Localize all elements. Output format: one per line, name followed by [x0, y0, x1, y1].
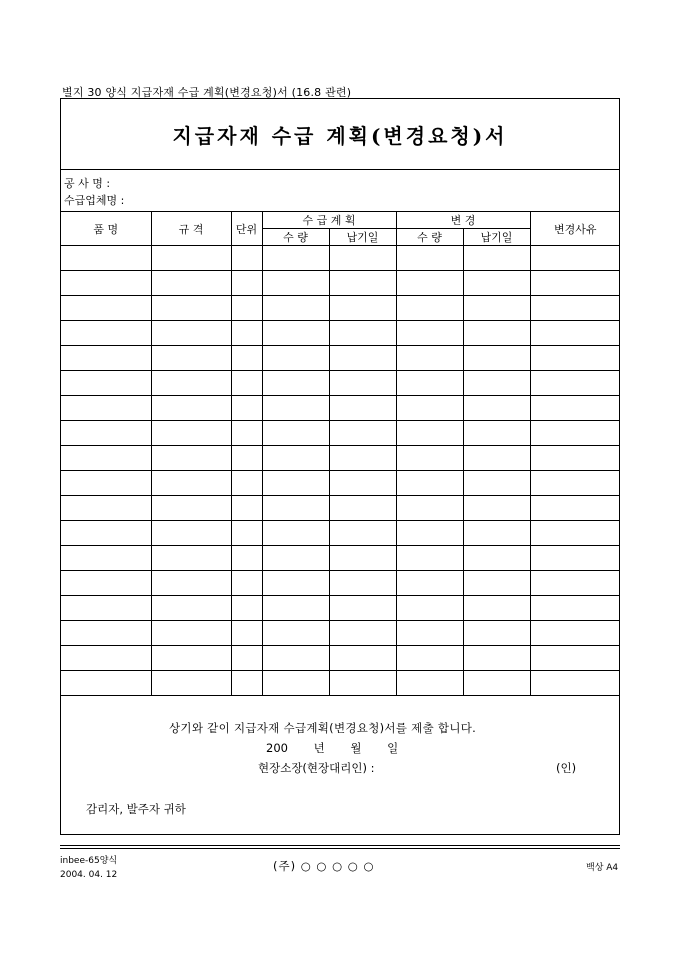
table-cell[interactable] [231, 471, 262, 496]
table-cell[interactable] [530, 596, 620, 621]
table-cell[interactable] [61, 346, 151, 371]
table-cell[interactable] [463, 346, 530, 371]
header-change: 변 경 [396, 212, 530, 229]
company-name: (주) ○ ○ ○ ○ ○ [273, 859, 375, 873]
table-cell[interactable] [61, 296, 151, 321]
table-cell[interactable] [151, 596, 231, 621]
table-cell[interactable] [151, 471, 231, 496]
table-cell[interactable] [463, 596, 530, 621]
paper-spec: 백상 A4 [586, 863, 619, 873]
footer-divider [60, 848, 620, 849]
table-cell[interactable] [530, 396, 620, 421]
table-cell[interactable] [231, 446, 262, 471]
form-caption: 별지 30 양식 지급자재 수급 계획(변경요청)서 (16.8 관련) [62, 86, 352, 99]
table-cell[interactable] [151, 546, 231, 571]
table-cell[interactable] [329, 621, 396, 646]
table-cell[interactable] [231, 371, 262, 396]
table-cell[interactable] [396, 396, 463, 421]
table-cell[interactable] [396, 321, 463, 346]
table-row [61, 546, 620, 571]
form-code: inbee-65양식 [60, 856, 118, 866]
table-row [61, 271, 620, 296]
table-cell[interactable] [463, 321, 530, 346]
table-cell[interactable] [329, 671, 396, 696]
table-row [61, 346, 620, 371]
table-cell[interactable] [262, 521, 329, 546]
table-cell[interactable] [61, 371, 151, 396]
table-cell[interactable] [329, 571, 396, 596]
header-unit: 단위 [231, 212, 262, 246]
table-row [61, 521, 620, 546]
table-cell[interactable] [231, 421, 262, 446]
table-cell[interactable] [151, 621, 231, 646]
table-cell[interactable] [530, 446, 620, 471]
table-cell[interactable] [530, 346, 620, 371]
table-cell[interactable] [530, 496, 620, 521]
table-row [61, 646, 620, 671]
table-row [61, 396, 620, 421]
table-cell[interactable] [463, 296, 530, 321]
table-cell[interactable] [396, 646, 463, 671]
table-cell[interactable] [530, 371, 620, 396]
table-cell[interactable] [231, 596, 262, 621]
table-cell[interactable] [329, 396, 396, 421]
table-cell[interactable] [530, 621, 620, 646]
table-cell[interactable] [262, 596, 329, 621]
submission-date: 200 년 월 일 [266, 741, 399, 755]
table-cell[interactable] [329, 521, 396, 546]
table-cell[interactable] [329, 246, 396, 271]
table-cell[interactable] [231, 646, 262, 671]
table-cell[interactable] [151, 521, 231, 546]
table-cell[interactable] [151, 396, 231, 421]
table-cell[interactable] [61, 496, 151, 521]
table-cell[interactable] [151, 496, 231, 521]
table-cell[interactable] [151, 346, 231, 371]
table-row [61, 496, 620, 521]
table-cell[interactable] [262, 371, 329, 396]
table-cell[interactable] [262, 446, 329, 471]
table-cell[interactable] [329, 446, 396, 471]
table-cell[interactable] [262, 346, 329, 371]
document-title: 지급자재 수급 계획(변경요청)서 [61, 99, 619, 170]
table-cell[interactable] [396, 446, 463, 471]
table-cell[interactable] [262, 321, 329, 346]
header-supply-plan: 수 급 계 획 [262, 212, 396, 229]
table-cell[interactable] [231, 271, 262, 296]
table-cell[interactable] [396, 371, 463, 396]
table-cell[interactable] [530, 646, 620, 671]
project-name-label: 공 사 명 : [64, 177, 111, 190]
table-cell[interactable] [61, 546, 151, 571]
header-plan-quantity: 수 량 [262, 229, 329, 246]
table-cell[interactable] [61, 571, 151, 596]
table-cell[interactable] [151, 321, 231, 346]
table-row [61, 421, 620, 446]
table-cell[interactable] [396, 596, 463, 621]
table-cell[interactable] [396, 521, 463, 546]
table-cell[interactable] [463, 471, 530, 496]
table-cell[interactable] [61, 646, 151, 671]
table-cell[interactable] [530, 471, 620, 496]
table-cell[interactable] [151, 446, 231, 471]
table-cell[interactable] [463, 546, 530, 571]
table-cell[interactable] [329, 296, 396, 321]
table-cell[interactable] [231, 571, 262, 596]
table-row [61, 596, 620, 621]
table-cell[interactable] [396, 671, 463, 696]
table-row [61, 471, 620, 496]
table-cell[interactable] [463, 271, 530, 296]
table-cell[interactable] [262, 296, 329, 321]
table-cell[interactable] [151, 296, 231, 321]
table-cell[interactable] [463, 621, 530, 646]
table-cell[interactable] [151, 671, 231, 696]
form-frame [60, 98, 620, 835]
table-cell[interactable] [530, 296, 620, 321]
supply-plan-table [61, 211, 620, 696]
table-cell[interactable] [231, 396, 262, 421]
table-cell[interactable] [61, 521, 151, 546]
header-spec: 규 격 [151, 212, 231, 246]
table-row [61, 296, 620, 321]
table-cell[interactable] [231, 246, 262, 271]
table-cell[interactable] [530, 321, 620, 346]
table-cell[interactable] [61, 596, 151, 621]
table-cell[interactable] [262, 496, 329, 521]
table-cell[interactable] [262, 421, 329, 446]
table-cell[interactable] [329, 496, 396, 521]
table-cell[interactable] [61, 471, 151, 496]
table-cell[interactable] [396, 471, 463, 496]
table-cell[interactable] [231, 496, 262, 521]
header-change-quantity: 수 량 [396, 229, 463, 246]
table-row [61, 321, 620, 346]
table-cell[interactable] [530, 521, 620, 546]
table-cell[interactable] [151, 421, 231, 446]
footer-divider [60, 845, 620, 846]
header-change-reason: 변경사유 [530, 212, 620, 246]
table-cell[interactable] [463, 421, 530, 446]
table-cell[interactable] [262, 646, 329, 671]
table-row [61, 671, 620, 696]
supplier-name-label: 수급업체명 : [64, 194, 125, 207]
table-cell[interactable] [329, 371, 396, 396]
table-cell[interactable] [151, 571, 231, 596]
table-cell[interactable] [463, 396, 530, 421]
table-cell[interactable] [396, 571, 463, 596]
site-manager-label: 현장소장(현장대리인) : [258, 761, 375, 775]
table-cell[interactable] [329, 321, 396, 346]
table-cell[interactable] [262, 571, 329, 596]
table-cell[interactable] [151, 271, 231, 296]
table-cell[interactable] [329, 421, 396, 446]
header-change-delivery-date: 납기일 [463, 229, 530, 246]
submission-section [61, 699, 619, 836]
table-cell[interactable] [463, 571, 530, 596]
table-cell[interactable] [396, 496, 463, 521]
table-cell[interactable] [231, 671, 262, 696]
table-cell[interactable] [262, 546, 329, 571]
table-cell[interactable] [463, 671, 530, 696]
table-row [61, 621, 620, 646]
table-cell[interactable] [329, 596, 396, 621]
table-cell[interactable] [463, 371, 530, 396]
table-cell[interactable] [262, 621, 329, 646]
table-cell[interactable] [61, 321, 151, 346]
form-revision-date: 2004. 04. 12 [60, 870, 118, 880]
table-cell[interactable] [396, 246, 463, 271]
table-cell[interactable] [61, 421, 151, 446]
table-cell[interactable] [329, 471, 396, 496]
table-cell[interactable] [530, 671, 620, 696]
table-cell[interactable] [262, 271, 329, 296]
table-body [61, 246, 620, 696]
table-cell[interactable] [231, 321, 262, 346]
table-row [61, 446, 620, 471]
table-cell[interactable] [61, 446, 151, 471]
info-section [61, 169, 619, 211]
addressee: 감리자, 발주자 귀하 [86, 802, 186, 816]
table-cell[interactable] [329, 546, 396, 571]
table-cell[interactable] [61, 271, 151, 296]
table-cell[interactable] [231, 546, 262, 571]
table-cell[interactable] [530, 571, 620, 596]
table-cell[interactable] [396, 346, 463, 371]
table-cell[interactable] [262, 246, 329, 271]
table-cell[interactable] [463, 496, 530, 521]
table-cell[interactable] [61, 396, 151, 421]
table-cell[interactable] [231, 296, 262, 321]
table-cell[interactable] [396, 296, 463, 321]
table-cell[interactable] [151, 246, 231, 271]
table-cell[interactable] [463, 246, 530, 271]
table-cell[interactable] [463, 521, 530, 546]
table-cell[interactable] [329, 346, 396, 371]
seal-mark: (인) [556, 761, 577, 775]
table-cell[interactable] [396, 621, 463, 646]
table-header-row-1 [61, 212, 620, 229]
table-cell[interactable] [231, 621, 262, 646]
table-cell[interactable] [151, 646, 231, 671]
table-cell[interactable] [530, 421, 620, 446]
table-cell[interactable] [262, 396, 329, 421]
table-cell[interactable] [231, 521, 262, 546]
table-row [61, 246, 620, 271]
header-plan-delivery-date: 납기일 [329, 229, 396, 246]
table-cell[interactable] [231, 346, 262, 371]
table-cell[interactable] [61, 621, 151, 646]
header-item-name: 품 명 [61, 212, 151, 246]
table-cell[interactable] [262, 471, 329, 496]
table-cell[interactable] [530, 271, 620, 296]
table-cell[interactable] [463, 646, 530, 671]
table-cell[interactable] [329, 646, 396, 671]
table-cell[interactable] [151, 371, 231, 396]
table-cell[interactable] [61, 671, 151, 696]
table-cell[interactable] [396, 546, 463, 571]
table-cell[interactable] [329, 271, 396, 296]
submission-statement: 상기와 같이 지급자재 수급계획(변경요청)서를 제출 합니다. [169, 721, 477, 735]
table-cell[interactable] [396, 271, 463, 296]
table-cell[interactable] [262, 671, 329, 696]
table-cell[interactable] [530, 246, 620, 271]
table-cell[interactable] [463, 446, 530, 471]
table-cell[interactable] [396, 421, 463, 446]
table-row [61, 371, 620, 396]
table-cell[interactable] [61, 246, 151, 271]
table-row [61, 571, 620, 596]
table-cell[interactable] [530, 546, 620, 571]
